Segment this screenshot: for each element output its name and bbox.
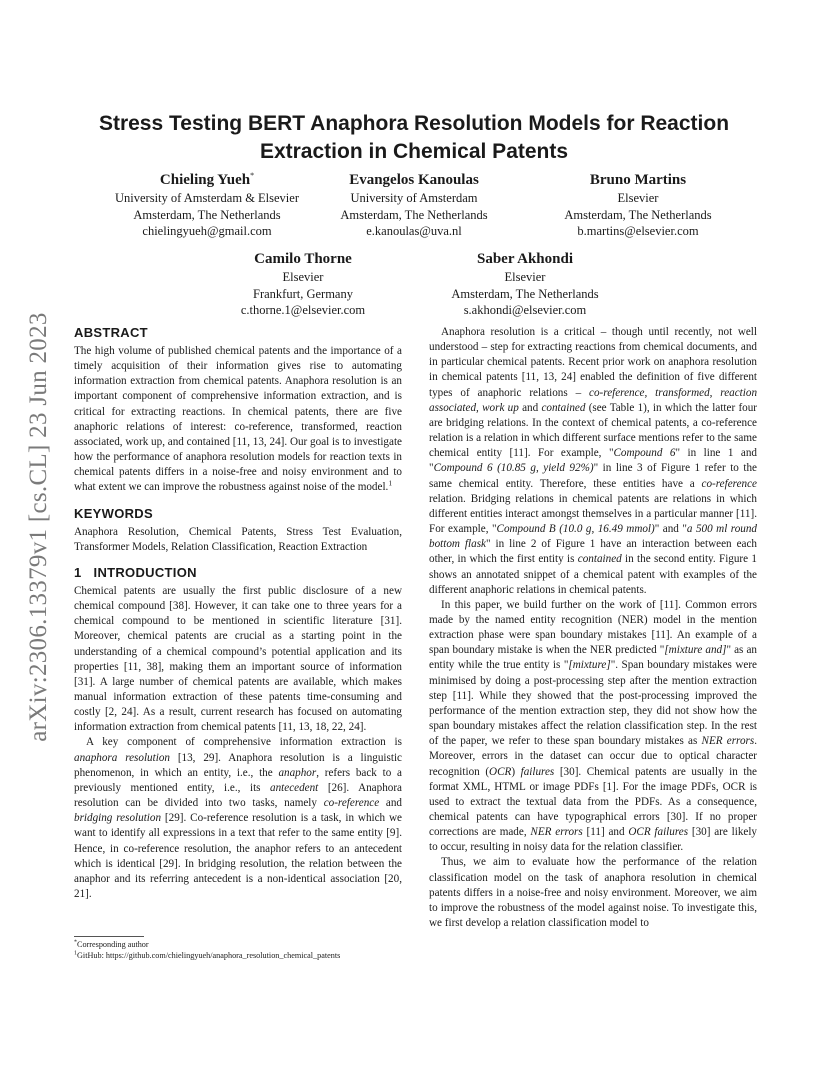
author-location: Amsterdam, The Netherlands <box>564 207 712 222</box>
abstract-text: The high volume of published chemical patents and the importance of a timely acquisition of their information gives rise to automating information extraction from chemical patents. Anaphora resolution is an important component of comprehensive information extraction, and is critical for extracting reactions. In chemical patents, there are five anaphoric relations of interest: co-reference, transformed, reaction associated, work up, and contained [11, 13, 24]. Our goal is to investigate how the performance of anaphora resolution models for reaction texts in chemical patents differs in a noise-free and noisy environment and to what extent we can improve the robustness against noise of the model.$^1$ <box>74 345 402 494</box>
footnote-rule <box>74 936 144 937</box>
author-4 <box>192 249 414 319</box>
author-3 <box>526 170 750 240</box>
footnote-ref: 1 <box>388 478 393 488</box>
right-column <box>429 325 757 931</box>
intro-paragraph-4: In this paper, we build further on the work of [11]. Common errors made by the named entity recognition (NER) model in the mention extraction phase were span boundary mistakes [11]. An example of a span boundary mistake is when the NER predicted "[mixture and]" as an entity while the true entity is "[mixture]". Span boundary mistakes were minimised by doing a post-processing step after the mention extraction step [11]. While they showed that the post-processing improved the performance of the mention extraction step, they did not show how the span boundary mistakes affect the relation classification step. In the rest of the paper, we refer to these span boundary mistakes as NER errors. Moreover, errors in the dataset can occur due to optical character recognition (OCR) failures [30]. Chemical patents are usually in the format XML, HTML or image PDFs [1]. For the image PDFs, OCR is used to extract the textual data from the PDFs. As a consequence, chemical patents can have typographical errors [30]. If no proper corrections are made, NER errors [11] and OCR failures [30] are likely to occur, resulting in noisy data for the relation classifier. <box>429 598 757 854</box>
author-affiliation: University of Amsterdam <box>350 191 478 205</box>
left-column <box>74 325 402 902</box>
intro-paragraph-5: Thus, we aim to evaluate how the performance of the relation classification model on the task of anaphora resolution in chemical patents differs in a noise-free and noisy environment. Moreover, we aim to improve the robustness of the model against noise. To investigate this, we first develop a relation classification model to <box>429 856 757 930</box>
intro-paragraph-1: Chemical patents are usually the first public disclosure of a new chemical compound [38]. However, it can take one to three years for a chemical compound to be mentioned in scientific literature [31]. Moreover, chemical patents are crucial as a starting point in the understanding of a chemical compound’s potential application and its properties [11, 38], making them an important source of information [31]. A large number of chemical patents are available, which makes manual information extraction of these patents time-consuming and costly [2, 24]. As a result, current research has focused on automating information extraction from chemical patents [11, 13, 18, 22, 24]. <box>74 584 402 734</box>
keywords-text: Anaphora Resolution, Chemical Patents, Stress Test Evaluation, Transformer Models, Relation Classification, Reaction Extraction <box>74 525 402 553</box>
author-name: Bruno Martins <box>589 172 687 188</box>
footnotes <box>74 936 402 961</box>
author-email: e.kanoulas@uva.nl <box>366 224 462 238</box>
introduction-heading: 1 INTRODUCTION <box>74 564 197 580</box>
author-email: s.akhondi@elsevier.com <box>463 303 587 317</box>
author-location: Amsterdam, The Netherlands <box>133 207 281 222</box>
author-affiliation: Elsevier <box>282 270 324 284</box>
corresponding-mark: * <box>250 171 255 180</box>
author-email: b.martins@elsevier.com <box>577 224 699 238</box>
author-email: c.thorne.1@elsevier.com <box>240 303 366 317</box>
author-name: Evangelos Kanoulas <box>349 172 479 188</box>
intro-paragraph-3: Anaphora resolution is a critical – though until recently, not well understood – step for extracting reactions from chemical documents, and in particular chemical patents. Recent prior work on anaphora resolution in chemical patents [11, 13, 24] enabled the definition of five different types of anaphoric relations – co-reference, transformed, reaction associated, work up and contained (see Table 1), in which the latter four are bridging relations. In the context of chemical patents, a co-reference relation is a relation in which different surface mentions refer to the same chemical entity [11]. For example, "Compound 6" in line 1 and "Compound 6 (10.85 g, yield 92%)" in line 3 of Figure 1 refer to the same chemical entity. Therefore, these entities have a co-reference relation. Bridging relations in chemical patents are relations in which different entities interact amongst themselves in a particular manner [11]. For example, "Compound B (10.0 g, 16.49 mmol)" and "a 500 ml round bottom flask" in line 2 of Figure 1 have an interaction between each other, in which the first entity is contained in the second entity. Figure 1 shows an annotated snippet of a chemical patent with examples of the different anaphoric relations in chemical patents. <box>429 326 758 596</box>
abstract-heading: ABSTRACT <box>74 325 148 340</box>
author-1 <box>82 170 332 240</box>
author-location: Frankfurt, Germany <box>253 286 353 301</box>
author-name: Saber Akhondi <box>476 251 574 267</box>
author-name: Camilo Thorne <box>254 251 352 267</box>
author-location: Amsterdam, The Netherlands <box>340 207 488 222</box>
author-5 <box>414 249 636 319</box>
author-location: Amsterdam, The Netherlands <box>451 286 599 301</box>
footnote-github: $^1$GitHub: https://github.com/chielingyueh/anaphora_resolution_chemical_patents <box>74 950 341 960</box>
author-name: Chieling Yueh <box>159 172 251 188</box>
paper-title: Stress Testing BERT Anaphora Resolution Models for Reaction Extraction in Chemical Patents <box>98 112 730 163</box>
author-affiliation: Elsevier <box>504 270 546 284</box>
author-affiliation: Elsevier <box>617 191 659 205</box>
author-affiliation: University of Amsterdam & Elsevier <box>115 191 299 205</box>
footnote-corresponding: *Corresponding author <box>74 939 149 949</box>
intro-paragraph-2: A key component of comprehensive information extraction is anaphora resolution [13, 29]. Anaphora resolution is a linguistic phenomenon, in which an entity, i.e., the anaphor, refers back to a previously mentioned entity, i.e., its antecedent [26]. Anaphora resolution can be divided into two tasks, namely co-reference and bridging resolution [29]. Co-reference resolution is a task, in which we want to identify all expressions in a text that refer to the same entity [9]. Hence, in co-reference resolution, the anaphor refers to an antecedent which is identical [29]. In bridging resolution, the relation between the anaphor and its referring antecedent is a non-identical association [20, 21]. <box>74 736 402 900</box>
arxiv-watermark: arXiv:2306.13379v1 [cs.CL] 23 Jun 2023 <box>25 312 52 742</box>
author-email: chielingyueh@gmail.com <box>142 224 272 238</box>
keywords-heading: KEYWORDS <box>74 505 153 521</box>
author-2 <box>302 170 526 240</box>
